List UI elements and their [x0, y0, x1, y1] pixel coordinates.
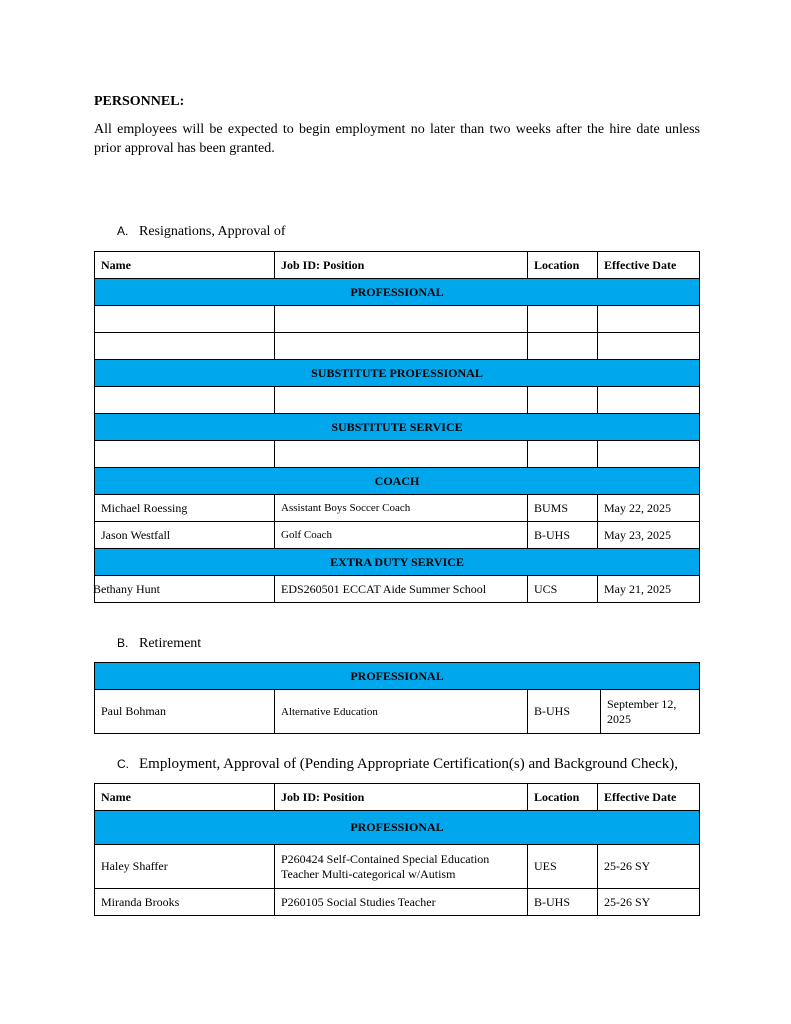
band-professional — [95, 811, 700, 845]
empty-cell — [95, 333, 275, 360]
resignations-table — [94, 251, 700, 603]
header-name: Name — [95, 784, 275, 811]
empty-cell — [95, 441, 275, 468]
employment-table — [94, 783, 700, 916]
header-location: Location — [528, 784, 598, 811]
cell-position: Alternative Education — [275, 690, 528, 734]
empty-cell — [528, 441, 598, 468]
band-professional-label: PROFESSIONAL — [95, 279, 700, 306]
band-coach-label: COACH — [95, 468, 700, 495]
empty-cell — [275, 306, 528, 333]
empty-cell — [528, 333, 598, 360]
empty-cell — [528, 306, 598, 333]
section-a-title — [117, 224, 286, 240]
section-c-title-text: Employment, Approval of (Pending Appropriate Certification(s) and Background Check), — [139, 756, 679, 772]
table-row-empty — [95, 387, 700, 414]
band-extra-duty-service-label: EXTRA DUTY SERVICE — [95, 549, 700, 576]
band-extra-duty-service — [95, 549, 700, 576]
table-row — [95, 576, 700, 603]
cell-date: May 22, 2025 — [598, 495, 700, 522]
cell-position: P260424 Self-Contained Special Education Teacher Multi-categorical w/Autism — [275, 845, 528, 889]
retirement-table — [94, 662, 700, 734]
cell-location: B-UHS — [528, 889, 598, 916]
empty-cell — [598, 306, 700, 333]
section-a-title-text: Resignations, Approval of — [139, 224, 286, 239]
section-c-letter: C. — [117, 757, 129, 771]
section-b-title — [117, 636, 201, 652]
empty-cell — [275, 387, 528, 414]
table-row-empty — [95, 441, 700, 468]
table-row — [95, 889, 700, 916]
cell-name: Miranda Brooks — [95, 889, 275, 916]
cell-date: May 21, 2025 — [598, 576, 700, 603]
cell-date: September 12, 2025 — [601, 690, 700, 734]
header-position: Job ID: Position — [275, 784, 528, 811]
empty-cell — [528, 387, 598, 414]
empty-cell — [598, 387, 700, 414]
cell-location: B-UHS — [528, 522, 598, 549]
cell-date: 25-26 SY — [598, 889, 700, 916]
cell-position: P260105 Social Studies Teacher — [275, 889, 528, 916]
cell-name: Michael Roessing — [95, 495, 275, 522]
header-location: Location — [528, 252, 598, 279]
cell-location: BUMS — [528, 495, 598, 522]
cell-date: 25-26 SY — [598, 845, 700, 889]
intro-paragraph: All employees will be expected to begin employment no later than two weeks after the hire date unless prior approval has been granted. — [94, 122, 700, 156]
cell-name — [95, 576, 275, 603]
table-header-row — [95, 784, 700, 811]
table-row-empty — [95, 333, 700, 360]
table-row — [95, 522, 700, 549]
section-b-letter: B. — [117, 636, 129, 650]
table-row — [95, 690, 700, 734]
cell-name: Jason Westfall — [95, 522, 275, 549]
cell-position: Golf Coach — [275, 522, 528, 549]
header-date: Effective Date — [598, 252, 700, 279]
cell-date: May 23, 2025 — [598, 522, 700, 549]
empty-cell — [275, 333, 528, 360]
band-substitute-professional-label: SUBSTITUTE PROFESSIONAL — [95, 360, 700, 387]
header-name: Name — [95, 252, 275, 279]
table-row — [95, 845, 700, 889]
band-coach — [95, 468, 700, 495]
table-header-row — [95, 252, 700, 279]
section-b-title-text: Retirement — [139, 636, 202, 651]
cell-name: Haley Shaffer — [95, 845, 275, 889]
band-professional-label: PROFESSIONAL — [95, 811, 700, 845]
empty-cell — [95, 306, 275, 333]
empty-cell — [598, 333, 700, 360]
cell-position: EDS260501 ECCAT Aide Summer School — [275, 576, 528, 603]
empty-cell — [275, 441, 528, 468]
band-professional — [95, 279, 700, 306]
header-date: Effective Date — [598, 784, 700, 811]
cell-name: Paul Bohman — [95, 690, 275, 734]
band-professional-label: PROFESSIONAL — [95, 663, 700, 690]
table-row-empty — [95, 306, 700, 333]
table-row — [95, 495, 700, 522]
cell-location: B-UHS — [528, 690, 601, 734]
page-heading: PERSONNEL: — [94, 94, 185, 109]
header-position: Job ID: Position — [275, 252, 528, 279]
band-substitute-service-label: SUBSTITUTE SERVICE — [95, 414, 700, 441]
section-c-title — [117, 756, 678, 773]
empty-cell — [95, 387, 275, 414]
band-substitute-professional — [95, 360, 700, 387]
section-a-letter: A. — [117, 224, 129, 238]
band-professional — [95, 663, 700, 690]
empty-cell — [598, 441, 700, 468]
cell-location: UES — [528, 845, 598, 889]
cell-name-text: Bethany Hunt — [93, 581, 160, 596]
cell-position: Assistant Boys Soccer Coach — [275, 495, 528, 522]
cell-location: UCS — [528, 576, 598, 603]
band-substitute-service — [95, 414, 700, 441]
